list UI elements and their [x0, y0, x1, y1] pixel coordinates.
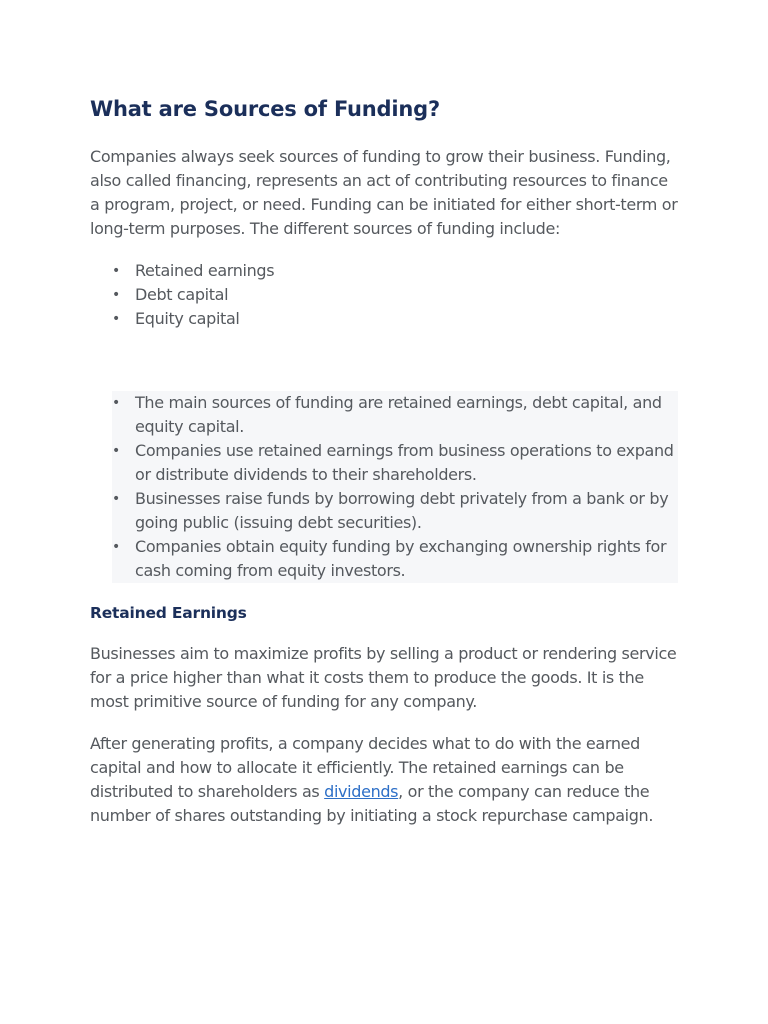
paragraph-text: After generating profits, a company decides what to do with the earned capital and how to allocate it efficiently. The retained earnings can be distributed to shareholders as — [90, 734, 640, 801]
list-item-text: Companies obtain equity funding by exchanging ownership rights for cash coming from equity investors. — [135, 537, 667, 580]
section-heading: Retained Earnings — [90, 604, 247, 622]
list-item-text: Companies use retained earnings from business operations to expand or distribute dividends to their shareholders. — [135, 441, 674, 484]
list-item — [112, 439, 678, 487]
dividends-link[interactable]: dividends — [324, 782, 399, 801]
body-paragraph — [90, 732, 680, 828]
sources-list — [90, 259, 680, 331]
paragraph-text: , or the company can reduce the number of shares outstanding by initiating a stock repurchase campaign. — [90, 782, 654, 825]
list-item — [112, 487, 678, 535]
list-item-text: The main sources of funding are retained earnings, debt capital, and equity capital. — [135, 393, 662, 436]
intro-paragraph: Companies always seek sources of funding to grow their business. Funding, also called financing, represents an act of contributing resources to finance a program, project, or need. Funding can be initiated for either short-term or long-term purposes. The different sources of funding include: — [90, 147, 678, 238]
article — [90, 94, 680, 828]
list-item — [90, 307, 680, 331]
list-item-text: Equity capital — [135, 309, 240, 328]
bullet-icon: • — [112, 311, 120, 327]
bullet-icon: • — [112, 491, 120, 507]
page-title: What are Sources of Funding? — [90, 97, 440, 121]
bullet-icon: • — [112, 539, 120, 555]
bullet-icon: • — [112, 263, 120, 279]
list-item — [90, 259, 680, 283]
list-item — [90, 283, 680, 307]
summary-box — [112, 391, 678, 583]
list-item-text: Debt capital — [135, 285, 229, 304]
bullet-icon: • — [112, 287, 120, 303]
bullet-icon: • — [112, 443, 120, 459]
bullet-icon: • — [112, 395, 120, 411]
list-item-text: Businesses raise funds by borrowing debt privately from a bank or by going public (issuing debt securities). — [135, 489, 669, 532]
list-item — [112, 391, 678, 439]
list-item-text: Retained earnings — [135, 261, 275, 280]
list-item — [112, 535, 678, 583]
body-paragraph: Businesses aim to maximize profits by selling a product or rendering service for a price higher than what it costs them to produce the goods. It is the most primitive source of funding for any company. — [90, 644, 677, 711]
